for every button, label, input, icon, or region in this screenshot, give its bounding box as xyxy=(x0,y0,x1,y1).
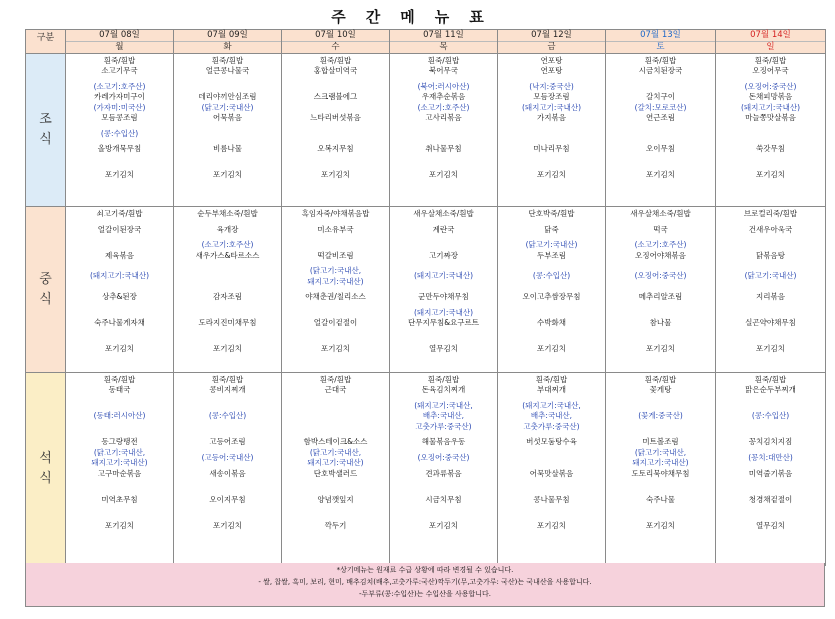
menu-cell xyxy=(390,54,498,207)
origin-note: 돼지고기:국내산) xyxy=(91,458,148,468)
menu-cell xyxy=(282,207,390,373)
menu-item: 모듬장조림 xyxy=(533,92,570,102)
origin-note: (닭고기:국내산, xyxy=(93,447,146,457)
origin-note: (돼지고기:국내산) xyxy=(89,271,150,281)
origin-note: (고등어:국내산) xyxy=(201,453,254,462)
menu-cell xyxy=(174,207,282,373)
menu-cell xyxy=(66,54,174,207)
menu-item: 오이무침 xyxy=(646,144,675,154)
day-weekday: 화 xyxy=(223,42,232,52)
origin-note: 돼지고기:국내산) xyxy=(307,276,364,286)
day-header-mon xyxy=(66,30,174,54)
menu-item: 마늘쫑맛살볶음 xyxy=(745,113,796,123)
menu-cell xyxy=(282,373,390,566)
menu-item: 단무지무침&요구르트 xyxy=(407,318,480,328)
menu-item: 새우가스&타르소스 xyxy=(195,250,260,260)
menu-item: 미역초무침 xyxy=(101,494,138,504)
origin-note: (소고기:호주산) xyxy=(93,82,146,91)
origin-note: (닭고기:국내산) xyxy=(744,271,797,281)
menu-item: 감자조림 xyxy=(213,292,242,302)
menu-item: 연포탕 xyxy=(540,66,563,76)
menu-item: 연포탕 xyxy=(540,56,563,65)
origin-note: (소고기:호주산) xyxy=(201,240,254,250)
menu-item: 흰죽/흰밥 xyxy=(319,375,352,384)
menu-item: 함박스테이크&소스 xyxy=(303,437,368,447)
menu-item: 포기김치 xyxy=(321,170,350,180)
origin-note: (돼지고기:국내산) xyxy=(413,307,474,317)
menu-item: 새송이볶음 xyxy=(209,468,246,478)
menu-item: 고사리볶음 xyxy=(425,113,462,123)
menu-item: 수박화채 xyxy=(537,318,566,328)
menu-cell xyxy=(174,54,282,207)
footnotes xyxy=(25,563,825,607)
origin-note: (돼지고기:국내산, xyxy=(522,401,581,410)
menu-item: 얼갈이된장국 xyxy=(97,224,142,234)
menu-item: 쑥갓무침 xyxy=(756,144,785,154)
meal-label-breakfast xyxy=(26,54,66,207)
day-date: 07월 14일 xyxy=(716,30,825,42)
menu-item: 상추&된장 xyxy=(102,292,137,302)
origin-note: (돼지고기:국내산) xyxy=(740,102,801,112)
origin-note: (오징어:중국산) xyxy=(417,453,470,462)
day-weekday: 일 xyxy=(766,42,775,52)
menu-item: 새우살채소죽/흰밥 xyxy=(413,209,474,218)
origin-note: 돼지고기:국내산) xyxy=(307,458,364,468)
menu-item: 단호박죽/흰밥 xyxy=(528,209,575,218)
origin-note: 고춧가루:중국산) xyxy=(415,421,472,431)
meal-row-dinner xyxy=(26,373,826,566)
origin-note: 배추:국내산, xyxy=(422,411,465,421)
menu-cell xyxy=(606,54,716,207)
weekly-menu-table xyxy=(25,29,826,566)
menu-item: 오이고추쌈장무침 xyxy=(522,292,581,302)
origin-note: (닭고기:국내산, xyxy=(309,266,362,276)
origin-note: (콩:수입산) xyxy=(532,271,571,281)
origin-note: (닭고기:국내산, xyxy=(309,447,362,457)
menu-item: 흰죽/흰밥 xyxy=(427,375,460,384)
day-header-wed xyxy=(282,30,390,54)
menu-item: 메추리알조림 xyxy=(638,292,683,302)
menu-item: 미역줄기볶음 xyxy=(748,468,793,478)
menu-item: 군만두야채무침 xyxy=(418,292,469,302)
menu-item: 포기김치 xyxy=(537,344,566,354)
origin-note: (닭고기:국내산) xyxy=(525,240,578,250)
menu-item: 브로컬리죽/흰밥 xyxy=(743,209,798,218)
menu-item: 포기김치 xyxy=(105,520,134,530)
menu-cell xyxy=(66,207,174,373)
origin-note: 돼지고기:국내산) xyxy=(632,458,689,468)
meal-name: 조식 xyxy=(39,112,52,147)
menu-item: 흰죽/흰밥 xyxy=(427,56,460,65)
origin-note: (오징어:중국산) xyxy=(634,271,687,281)
menu-item: 두부조림 xyxy=(537,250,566,260)
meal-name: 석식 xyxy=(39,451,52,486)
menu-item: 소고기무국 xyxy=(101,66,138,76)
menu-item: 꽁치김치지짐 xyxy=(748,437,793,447)
meal-row-breakfast xyxy=(26,54,826,207)
menu-item: 고구마순볶음 xyxy=(97,468,142,478)
menu-item: 흑임자죽/야채볶음밥 xyxy=(301,209,370,218)
menu-item: 시금치된장국 xyxy=(638,66,683,76)
menu-item: 포기김치 xyxy=(213,170,242,180)
origin-note: (콩:수입산) xyxy=(751,411,790,421)
day-date: 07월 09일 xyxy=(174,30,281,42)
menu-item: 흰죽/흰밥 xyxy=(644,375,677,384)
menu-item: 동태국 xyxy=(108,385,131,395)
menu-item: 가지볶음 xyxy=(537,113,566,123)
origin-note: (꽁치:대만산) xyxy=(748,453,793,462)
menu-item: 비름나물 xyxy=(213,144,242,154)
menu-item: 포기김치 xyxy=(105,170,134,180)
menu-item: 야채춘권/칠리소스 xyxy=(305,292,366,302)
origin-note: (낙지:중국산) xyxy=(529,82,574,91)
menu-item: 열무김치 xyxy=(756,520,785,530)
menu-item: 견과류볶음 xyxy=(425,468,462,478)
menu-item: 미나리무침 xyxy=(533,144,570,154)
menu-item: 어묵볶음 xyxy=(213,113,242,123)
day-date: 07월 08일 xyxy=(66,30,173,42)
menu-cell xyxy=(66,373,174,566)
page-title: 주간메뉴표 xyxy=(331,8,504,26)
menu-item: 북어무국 xyxy=(429,66,458,76)
menu-item: 흰죽/흰밥 xyxy=(211,375,244,384)
menu-item: 단호박샐러드 xyxy=(313,468,358,478)
menu-item: 떡국 xyxy=(653,224,668,234)
footnote: -두부류(콩:수입산)는 수입산을 사용합니다. xyxy=(359,590,491,598)
menu-item: 미트볼조림 xyxy=(642,437,679,447)
origin-note: 배추:국내산, xyxy=(530,411,573,421)
day-date: 07월 11일 xyxy=(390,30,497,42)
menu-item: 오이지무침 xyxy=(209,494,246,504)
menu-item: 시금치무침 xyxy=(425,494,462,504)
day-date: 07월 12일 xyxy=(498,30,605,42)
menu-item: 떡갈비조림 xyxy=(317,250,354,260)
menu-item: 모듬콩조림 xyxy=(101,113,138,123)
origin-note: (북어:러시아산) xyxy=(417,82,470,91)
menu-item: 쇠고기죽/흰밥 xyxy=(96,209,143,218)
menu-cell xyxy=(174,373,282,566)
menu-item: 동그랑땡전 xyxy=(101,437,138,447)
day-header-sat xyxy=(606,30,716,54)
menu-item: 새우살채소죽/흰밥 xyxy=(630,209,691,218)
menu-item: 근대국 xyxy=(324,385,347,395)
meal-label-lunch xyxy=(26,207,66,373)
menu-item: 지리볶음 xyxy=(756,292,785,302)
menu-item: 연근조림 xyxy=(646,113,675,123)
menu-item: 포기김치 xyxy=(646,170,675,180)
menu-item: 포기김치 xyxy=(105,344,134,354)
origin-note: (동태:러시아산) xyxy=(93,411,146,421)
menu-item: 오징어야채볶음 xyxy=(635,250,686,260)
menu-item: 취나물무침 xyxy=(425,144,462,154)
meal-label-dinner xyxy=(26,373,66,566)
day-header-sun xyxy=(716,30,826,54)
menu-item: 흰죽/흰밥 xyxy=(211,56,244,65)
menu-cell xyxy=(390,373,498,566)
menu-item: 깍두기 xyxy=(324,520,347,530)
origin-note: (콩:수입산) xyxy=(208,411,247,421)
footnote: *상기메뉴는 원재료 수급 상황에 따라 변경될 수 있습니다. xyxy=(336,566,514,574)
menu-item: 포기김치 xyxy=(213,520,242,530)
menu-item: 흰죽/흰밥 xyxy=(103,56,136,65)
menu-item: 포기김치 xyxy=(646,520,675,530)
origin-note: (소고기:호주산) xyxy=(417,102,470,112)
menu-item: 흰죽/흰밥 xyxy=(535,375,568,384)
header-label: 구분 xyxy=(26,30,66,54)
menu-item: 어묵맛살볶음 xyxy=(529,468,574,478)
menu-item: 열무김치 xyxy=(429,344,458,354)
menu-item: 닭볶음탕 xyxy=(756,250,785,260)
menu-item: 오징어무국 xyxy=(752,66,789,76)
menu-item: 실곤약야채무침 xyxy=(745,318,796,328)
menu-cell xyxy=(606,373,716,566)
menu-item: 닭죽 xyxy=(544,224,559,234)
menu-item: 포기김치 xyxy=(321,344,350,354)
day-date: 07월 10일 xyxy=(282,30,389,42)
menu-item: 고등어조림 xyxy=(209,437,246,447)
day-header-tue xyxy=(174,30,282,54)
origin-note: (돼지고기:국내산) xyxy=(521,102,582,112)
menu-item: 육개장 xyxy=(216,224,239,234)
origin-note: (닭고기:국내산, xyxy=(634,447,687,457)
menu-cell xyxy=(282,54,390,207)
menu-item: 오복지무침 xyxy=(317,144,354,154)
menu-item: 맑은순두부찌개 xyxy=(745,385,796,395)
menu-item: 흰죽/흰밥 xyxy=(754,375,787,384)
menu-item: 콩나물무침 xyxy=(533,494,570,504)
day-weekday: 토 xyxy=(656,42,665,52)
header-row xyxy=(26,30,826,54)
menu-item: 포기김치 xyxy=(756,344,785,354)
origin-note: (갈치:모로코산) xyxy=(634,102,687,112)
menu-item: 숙주나물 xyxy=(646,494,675,504)
origin-note: (돼지고기:국내산) xyxy=(413,271,474,281)
menu-item: 고기짜장 xyxy=(429,250,458,260)
origin-note: (소고기:호주산) xyxy=(634,240,687,250)
origin-note: (꽃게:중국산) xyxy=(638,411,683,421)
menu-item: 흰죽/흰밥 xyxy=(644,56,677,65)
menu-cell xyxy=(498,54,606,207)
menu-item: 갈치구이 xyxy=(646,92,675,102)
menu-cell xyxy=(498,207,606,373)
origin-note: (닭고기:국내산) xyxy=(201,102,254,112)
menu-item: 꽃게탕 xyxy=(649,385,672,395)
menu-cell xyxy=(716,207,826,373)
menu-item: 포기김치 xyxy=(537,170,566,180)
menu-item: 흰죽/흰밥 xyxy=(103,375,136,384)
day-weekday: 목 xyxy=(439,42,448,52)
menu-item: 흰죽/흰밥 xyxy=(754,56,787,65)
meal-name: 중식 xyxy=(39,271,52,307)
menu-item: 건새우아욱국 xyxy=(748,224,793,234)
menu-item: 포기김치 xyxy=(213,344,242,354)
menu-item: 얼갈이겉절이 xyxy=(313,318,358,328)
origin-note: (가자미:미국산) xyxy=(93,102,146,112)
menu-item: 해물볶음우동 xyxy=(421,437,466,447)
menu-cell xyxy=(716,373,826,566)
menu-item: 포기김치 xyxy=(756,170,785,180)
menu-item: 도라지진미채무침 xyxy=(198,318,257,328)
day-weekday: 수 xyxy=(331,42,340,52)
menu-item: 청경채겉절이 xyxy=(748,494,793,504)
menu-item: 홍합살미역국 xyxy=(313,66,358,76)
day-weekday: 월 xyxy=(115,42,124,52)
menu-item: 포기김치 xyxy=(537,520,566,530)
menu-item: 미소유부국 xyxy=(317,224,354,234)
menu-cell xyxy=(498,373,606,566)
menu-item: 스크램블에그 xyxy=(313,92,358,102)
menu-item: 포기김치 xyxy=(646,344,675,354)
menu-item: 양념깻잎지 xyxy=(317,494,354,504)
menu-item: 숙주나물게자채 xyxy=(94,318,145,328)
menu-cell xyxy=(390,207,498,373)
menu-item: 우재추순볶음 xyxy=(421,92,466,102)
origin-note: (돼지고기:국내산, xyxy=(414,401,473,410)
menu-item: 부대찌개 xyxy=(537,385,566,395)
day-header-fri xyxy=(498,30,606,54)
meal-row-lunch xyxy=(26,207,826,373)
menu-item: 카레가자미구이 xyxy=(94,92,145,102)
menu-item: 계란국 xyxy=(432,224,455,234)
menu-item: 버섯모둠탕수육 xyxy=(526,437,577,447)
day-weekday: 금 xyxy=(547,42,556,52)
menu-item: 돈육김치찌개 xyxy=(421,385,466,395)
footnote: - 쌀, 찹쌀, 흑미, 보리, 현미, 배추김치(배추,고춧가루:국산)깍두기(무,고춧가루: 국산)는 국내산을 사용합니다. xyxy=(258,578,592,586)
menu-item: 올방개묵무침 xyxy=(97,144,142,154)
day-header-thu xyxy=(390,30,498,54)
menu-item: 데리야끼안심조림 xyxy=(198,92,257,102)
menu-item: 순두부채소죽/흰밥 xyxy=(197,209,258,218)
day-date: 07월 13일 xyxy=(606,30,715,42)
menu-cell xyxy=(606,207,716,373)
origin-note: 고춧가루:중국산) xyxy=(523,421,580,431)
menu-item: 참나물 xyxy=(649,318,672,328)
menu-item: 돈채피망볶음 xyxy=(748,92,793,102)
menu-item: 도토리묵야채무침 xyxy=(631,468,690,478)
origin-note: (콩:수입산) xyxy=(100,128,139,138)
origin-note: (오징어:중국산) xyxy=(744,82,797,91)
menu-item: 포기김치 xyxy=(429,520,458,530)
menu-item: 얼큰콩나물국 xyxy=(205,66,250,76)
menu-cell xyxy=(716,54,826,207)
menu-item: 제육볶음 xyxy=(105,250,134,260)
menu-item: 느타리버섯볶음 xyxy=(310,113,361,123)
menu-item: 흰죽/흰밥 xyxy=(319,56,352,65)
menu-item: 포기김치 xyxy=(429,170,458,180)
menu-item: 콩비지찌개 xyxy=(209,385,246,395)
